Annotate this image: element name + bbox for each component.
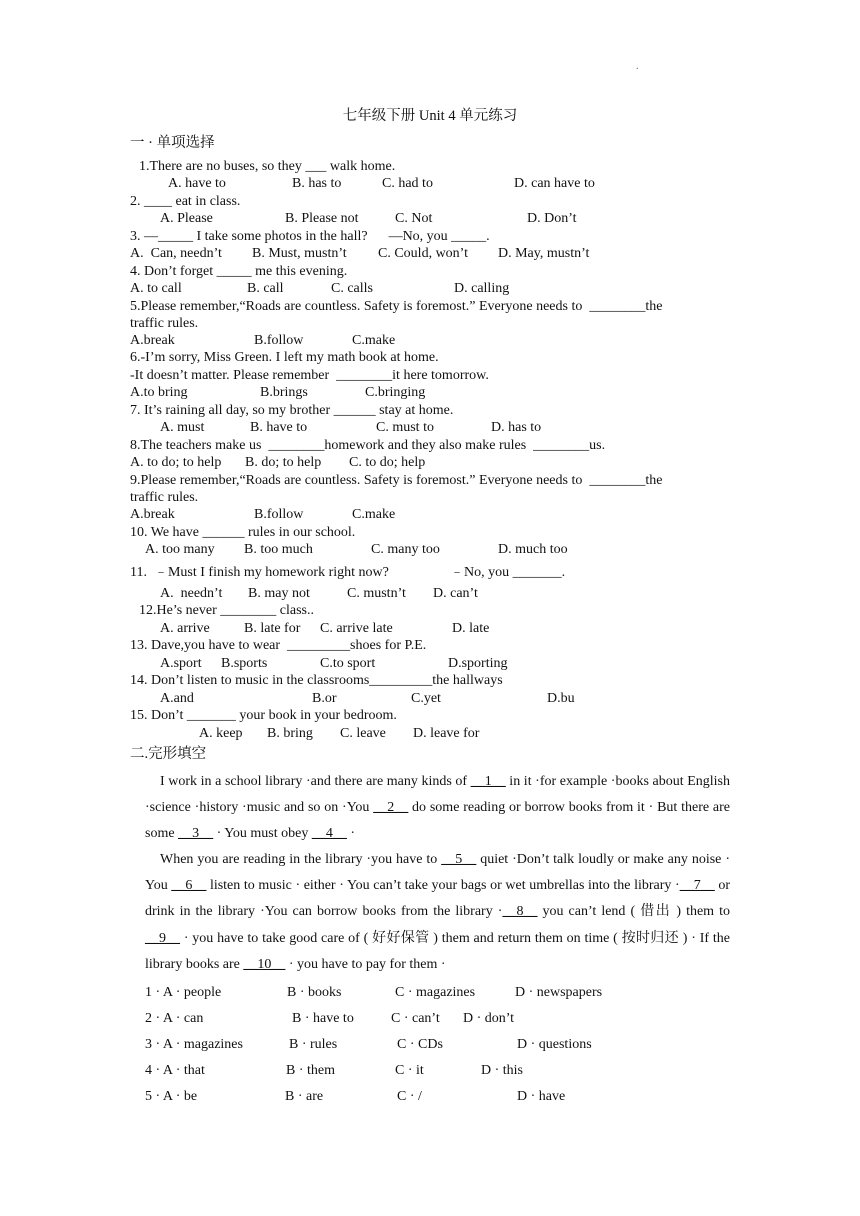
option: C. Not (395, 211, 433, 226)
cloze-option-d: D · questions (517, 1037, 592, 1052)
question-stem: traffic rules. (130, 316, 199, 331)
option: C. leave (340, 726, 386, 741)
cloze-option-b: B · are (285, 1089, 324, 1104)
option: D. May, mustn’t (498, 246, 590, 261)
cloze-option-b: B · books (287, 985, 342, 1000)
question-stem: traffic rules. (130, 490, 199, 505)
option: A.sport (160, 656, 202, 671)
option: C. must to (376, 420, 434, 435)
cloze-paragraph-2: When you are reading in the library ·you have to __5__ quiet ·Don’t talk loudly or make any noise · You __6__ listen to music · either · You can’t take your bags or wet umbrellas into the library ·__7__ or drink in the library ·You can borrow books from the library ·__8__ you can’t lend ( 借出 ) them to __9__ · you have to take good care of ( 好好保管 ) them and return them on time ( 按时归还 ) · If the library books are __10__ · you have to pay for them · (145, 852, 731, 972)
option: D. much too (498, 542, 568, 557)
question-stem: 14. Don’t listen to music in the classrooms_________the hallways (130, 673, 503, 688)
option: A.to bring (130, 385, 188, 400)
page-title: 七年级下册 Unit 4 单元练习 (342, 108, 518, 124)
question-stem: 10. We have ______ rules in our school. (130, 525, 356, 540)
option: B.follow (254, 333, 304, 348)
option: B.follow (254, 507, 304, 522)
cloze-paragraph-1: I work in a school library ·and there are many kinds of __1__ in it ·for example ·books about English ·science ·history ·music and so on ·You __2__ do some reading or borrow books from it · But there are some __3__ · You must obey __4__ · (145, 774, 731, 842)
option: C. had to (382, 176, 433, 191)
option: D. late (452, 621, 490, 636)
blank-8: __8__ (502, 904, 538, 920)
option: D.sporting (448, 656, 508, 671)
option: B. late for (244, 621, 301, 636)
option: C. many too (371, 542, 440, 557)
option: C. mustn’t (347, 586, 406, 601)
question-stem: 12.He’s never ________ class.. (139, 603, 314, 618)
option: D.bu (547, 691, 575, 706)
option: C.make (352, 507, 396, 522)
blank-2: __2__ (373, 800, 409, 816)
section-heading-choice: 一 · 单项选择 (130, 135, 215, 151)
cloze-option-d: D · don’t (463, 1011, 515, 1026)
option: B. too much (244, 542, 313, 557)
blank-10: __10__ (243, 956, 286, 972)
option: A. to call (130, 281, 182, 296)
question-stem: 2. ____ eat in class. (130, 194, 241, 209)
header-dot: . (636, 61, 639, 72)
blank-6: __6__ (171, 878, 207, 894)
option: A.break (130, 507, 175, 522)
option: D. can have to (514, 176, 595, 191)
option: D. calling (454, 281, 510, 296)
cloze-option-b: B · have to (292, 1011, 354, 1026)
option: A.break (130, 333, 175, 348)
cloze-option-c: C · CDs (397, 1037, 443, 1052)
option: C. calls (331, 281, 373, 296)
question-stem: 3. —_____ I take some photos in the hall? —No, you _____. (130, 229, 490, 244)
blank-5: __5__ (441, 852, 477, 867)
option: D. can’t (433, 586, 478, 601)
cloze-option-a: 5 · A · be (145, 1089, 198, 1104)
option: B. have to (250, 420, 308, 435)
question-stem: 8.The teachers make us ________homework and they also make rules ________us. (130, 438, 606, 453)
option: A. must (160, 420, 205, 435)
option: A. have to (168, 176, 226, 191)
option: D. leave for (413, 726, 480, 741)
option: C. arrive late (320, 621, 393, 636)
section-heading-cloze: 二.完形填空 (130, 746, 207, 762)
option: A. keep (199, 726, 243, 741)
option: C. Could, won’t (378, 246, 468, 261)
option: C.to sport (320, 656, 376, 671)
option: B. has to (292, 176, 342, 191)
option: A. Please (160, 211, 213, 226)
option: D. Don’t (527, 211, 577, 226)
option: A. Can, needn’t (130, 246, 222, 261)
blank-4: __4__ (311, 826, 347, 842)
cloze-option-b: B · them (286, 1063, 335, 1078)
option: B. may not (248, 586, 310, 601)
question-stem: 4. Don’t forget _____ me this evening. (130, 264, 348, 279)
cloze-option-d: D · this (481, 1063, 523, 1078)
option: B. call (247, 281, 284, 296)
question-stem: 7. It’s raining all day, so my brother ______ stay at home. (130, 403, 454, 418)
option: B.or (312, 691, 337, 706)
question-stem: 9.Please remember,“Roads are countless. Safety is foremost.” Everyone needs to ________the (130, 473, 663, 488)
question-stem: -It doesn’t matter. Please remember ________it here tomorrow. (130, 368, 489, 383)
cloze-option-a: 2 · A · can (145, 1011, 204, 1026)
option: C.bringing (365, 385, 426, 400)
cloze-option-c: C · can’t (391, 1011, 440, 1026)
option: D. has to (491, 420, 542, 435)
blank-3: __3__ (178, 826, 214, 842)
option: A. to do; to help (130, 455, 222, 470)
option: B. do; to help (245, 455, 322, 470)
option: C. to do; help (349, 455, 426, 470)
question-stem: 15. Don’t _______ your book in your bedroom. (130, 708, 397, 723)
blank-1: __1__ (470, 774, 506, 789)
option: A. too many (145, 542, 215, 557)
blank-7: __7__ (679, 878, 715, 894)
cloze-option-b: B · rules (289, 1037, 338, 1052)
option: C.make (352, 333, 396, 348)
option: C.yet (411, 691, 441, 706)
cloze-option-a: 3 · A · magazines (145, 1037, 243, 1052)
cloze-option-c: C · magazines (395, 985, 476, 1000)
option: A.and (160, 691, 194, 706)
question-stem: 6.-I’m sorry, Miss Green. I left my math book at home. (130, 350, 439, 365)
question-stem: 1.There are no buses, so they ___ walk home. (139, 159, 396, 174)
option: B.brings (260, 385, 308, 400)
blank-9: __9__ (145, 930, 180, 946)
option: B. bring (267, 726, 313, 741)
option: A. needn’t (160, 586, 223, 601)
cloze-option-c: C · / (397, 1089, 422, 1104)
question-stem-reply: ﹣No, you _______. (450, 565, 566, 580)
question-stem: 5.Please remember,“Roads are countless. Safety is foremost.” Everyone needs to ________the (130, 299, 663, 314)
option: A. arrive (160, 621, 210, 636)
question-stem: 13. Dave,you have to wear _________shoes for P.E. (130, 638, 427, 653)
option: B. Please not (285, 211, 359, 226)
question-stem: 11. ﹣Must I finish my homework right now? (130, 565, 389, 580)
option: B. Must, mustn’t (252, 246, 347, 261)
cloze-option-c: C · it (395, 1063, 424, 1078)
cloze-option-d: D · newspapers (515, 985, 603, 1000)
cloze-option-a: 4 · A · that (145, 1063, 205, 1078)
option: B.sports (221, 656, 268, 671)
cloze-option-d: D · have (517, 1089, 566, 1104)
cloze-option-a: 1 · A · people (145, 985, 222, 1000)
